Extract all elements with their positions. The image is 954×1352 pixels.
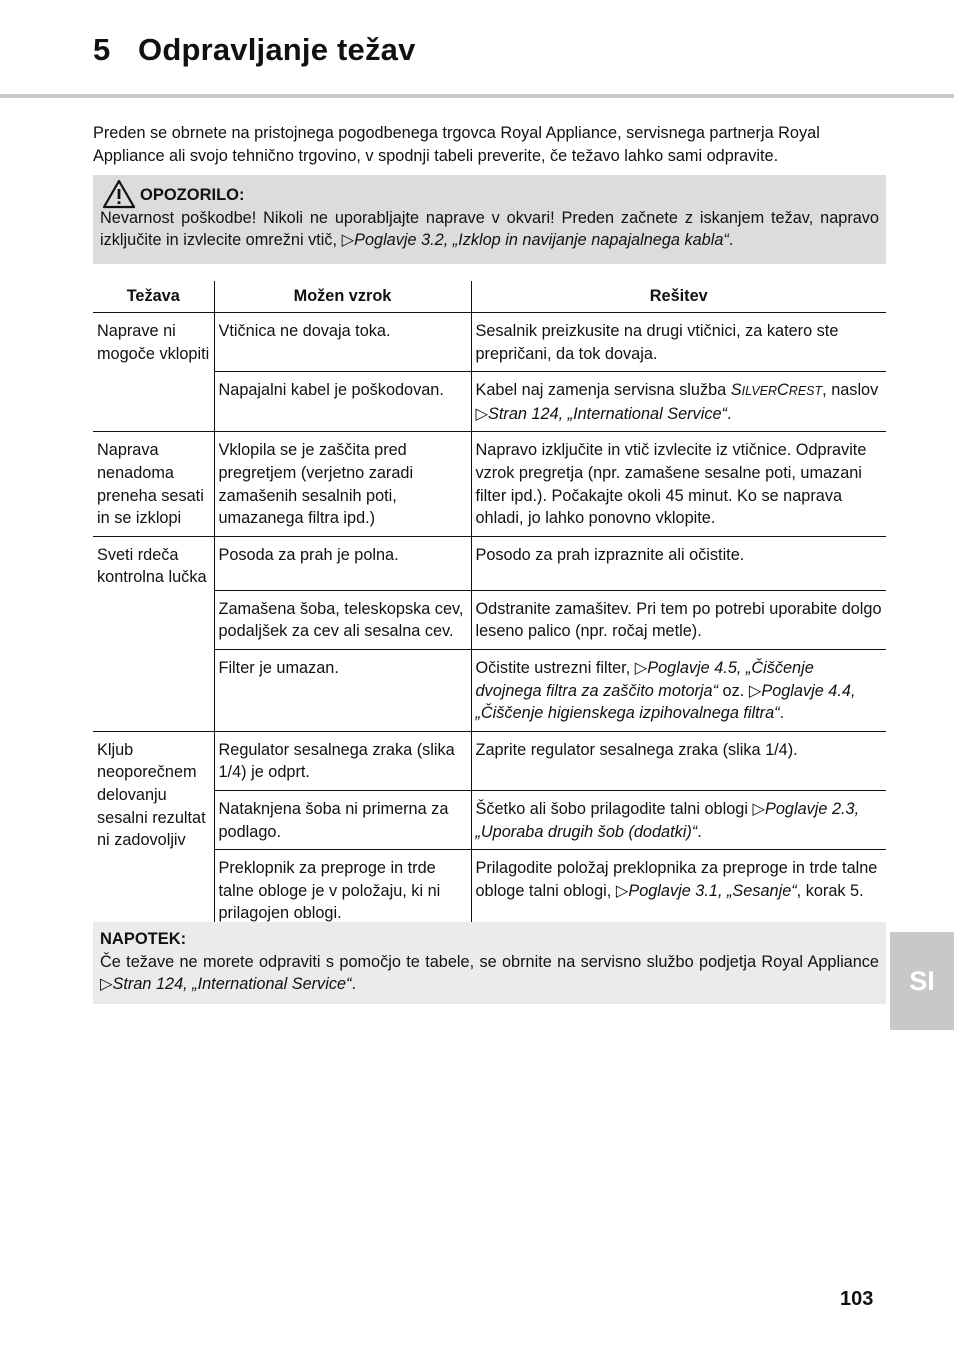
solution-cell: Napravo izključite in vtič izvlecite iz vtičnice. Odpravite vzrok pregretja (npr. zamašene sesalne poti, umazani filter ipd.). Počakajte okoli 45 minut. Ko se naprava ohladi, jo lahko ponovno vklopite. bbox=[471, 432, 886, 536]
table-row bbox=[93, 432, 886, 536]
brand-c: C bbox=[777, 381, 789, 400]
solution-cell: Odstranite zamašitev. Pri tem po potrebi uporabite dolgo leseno palico (npr. ročaj metle). bbox=[471, 590, 886, 649]
solution-page-link[interactable]: ▷Stran 124, „International Service“ bbox=[475, 404, 727, 423]
solution-cell: Posodo za prah izpraznite ali očistite. bbox=[471, 536, 886, 590]
table-row bbox=[93, 536, 886, 590]
brand-rest: REST bbox=[788, 384, 823, 399]
problem-cell: Naprava nenadoma preneha sesati in se izklopi bbox=[93, 432, 214, 536]
table-header-row bbox=[93, 281, 886, 313]
cause-cell: Nataknjena šoba ni primerna za podlago. bbox=[214, 790, 471, 849]
solution-text: Ščetko ali šobo prilagodite talni oblogi bbox=[475, 799, 753, 818]
solution-cell bbox=[471, 372, 886, 432]
header-solution: Rešitev bbox=[471, 281, 886, 313]
solution-text: , korak 5. bbox=[796, 881, 864, 900]
note-page-link[interactable]: ▷Stran 124, „International Service“ bbox=[100, 975, 352, 993]
note-end: . bbox=[351, 975, 356, 993]
language-tab: SI bbox=[890, 932, 954, 1030]
solution-text: Očistite ustrezni filter, bbox=[475, 658, 635, 677]
heading-rule bbox=[0, 94, 954, 98]
solution-chapter-link[interactable]: ▷Poglavje 4.5, „Čiščenje dvojnega filtra za zaščito motorja“ bbox=[475, 658, 814, 700]
intro-paragraph: Preden se obrnete na pristojnega pogodbenega trgovca Royal Appliance, servisnega partnerja Royal Appliance ali svojo tehnično trgovino, v spodnji tabeli preverite, če težavo lahko sami odpravite. bbox=[93, 124, 820, 165]
troubleshooting-table bbox=[93, 281, 886, 931]
cause-cell: Vklopila se je zaščita pred pregretjem (verjetno zaradi zamašenih sesalnih poti, umazanega filtra ipd.) bbox=[214, 432, 471, 536]
cause-cell: Preklopnik za preproge in trde talne obloge je v položaju, ki ni prilagojen oblogi. bbox=[214, 850, 471, 931]
section-number: 5 bbox=[93, 32, 111, 67]
note-box bbox=[93, 922, 886, 1004]
note-title: NAPOTEK: bbox=[100, 930, 187, 948]
solution-cell: Zaprite regulator sesalnega zraka (slika 1/4). bbox=[471, 731, 886, 790]
warning-text bbox=[100, 207, 879, 251]
section-title: Odpravljanje težav bbox=[138, 32, 416, 67]
brand-name bbox=[731, 381, 822, 399]
solution-text: . bbox=[697, 822, 702, 841]
solution-text: . bbox=[726, 404, 732, 423]
header-problem: Težava bbox=[126, 287, 180, 306]
problem-cell: Kljub neoporečnem delovanju sesalni rezultat ni zadovoljiv bbox=[97, 740, 206, 850]
solution-cell bbox=[471, 850, 886, 931]
table-row bbox=[93, 313, 886, 372]
page-number: 103 bbox=[840, 1288, 874, 1310]
brand-ilver: ILVER bbox=[741, 384, 778, 399]
warning-title: OPOZORILO: bbox=[140, 186, 245, 204]
cause-cell: Filter je umazan. bbox=[214, 649, 471, 731]
note-body: Če težave ne morete odpraviti s pomočjo te tabele, se obrnite na servisno službo podjetja Royal Appliance bbox=[100, 953, 879, 971]
table-row bbox=[93, 731, 886, 790]
warning-box bbox=[93, 175, 886, 264]
cause-cell: Zamašena šoba, teleskopska cev, podaljšek za cev ali sesalna cev. bbox=[214, 590, 471, 649]
cause-cell: Napajalni kabel je poškodovan. bbox=[214, 372, 471, 432]
solution-text: Prilagodite položaj preklopnika za preproge in trde talne obloge talni oblogi, bbox=[475, 859, 878, 900]
solution-text: . bbox=[779, 704, 785, 723]
warning-triangle-icon bbox=[102, 179, 136, 209]
section-heading bbox=[93, 32, 416, 68]
solution-text: oz. bbox=[718, 681, 749, 700]
cause-cell: Vtičnica ne dovaja toka. bbox=[214, 313, 471, 372]
brand-s: S bbox=[730, 381, 742, 400]
solution-cell bbox=[471, 790, 886, 849]
warning-title-row bbox=[100, 183, 879, 207]
solution-cell: Sesalnik preizkusite na drugi vtičnici, za katero ste prepričani, da tok dovaja. bbox=[471, 313, 886, 372]
problem-cell: Naprave ni mogoče vklopiti bbox=[93, 313, 214, 432]
solution-chapter-link[interactable]: ▷Poglavje 3.1, „Sesanje“ bbox=[615, 881, 797, 900]
warning-end: . bbox=[728, 231, 734, 249]
solution-cell bbox=[471, 649, 886, 731]
problem-cell: Sveti rdeča kontrolna lučka bbox=[93, 536, 214, 731]
solution-chapter-link[interactable]: ▷Poglavje 4.4, „Čiščenje higienskega izpihovalnega filtra“ bbox=[475, 681, 856, 723]
solution-text: , naslov bbox=[822, 381, 879, 400]
solution-text: Kabel naj zamenja servisna služba bbox=[475, 381, 731, 400]
cause-cell: Posoda za prah je polna. bbox=[214, 536, 471, 590]
solution-chapter-link[interactable]: ▷Poglavje 2.3, „Uporaba drugih šob (dodatki)“ bbox=[475, 799, 860, 841]
note-text bbox=[100, 951, 879, 995]
warning-body: Nevarnost poškodbe! Nikoli ne uporabljajte naprave v okvari! Preden začnete z iskanjem težav, napravo izključite in izvlecite omrežni vtič, bbox=[100, 209, 879, 249]
cause-cell: Regulator sesalnega zraka (slika 1/4) je odprt. bbox=[214, 731, 471, 790]
warning-chapter-link[interactable]: ▷Poglavje 3.2, „Izklop in navijanje napajalnega kabla“ bbox=[341, 231, 729, 249]
header-cause: Možen vzrok bbox=[214, 281, 471, 313]
